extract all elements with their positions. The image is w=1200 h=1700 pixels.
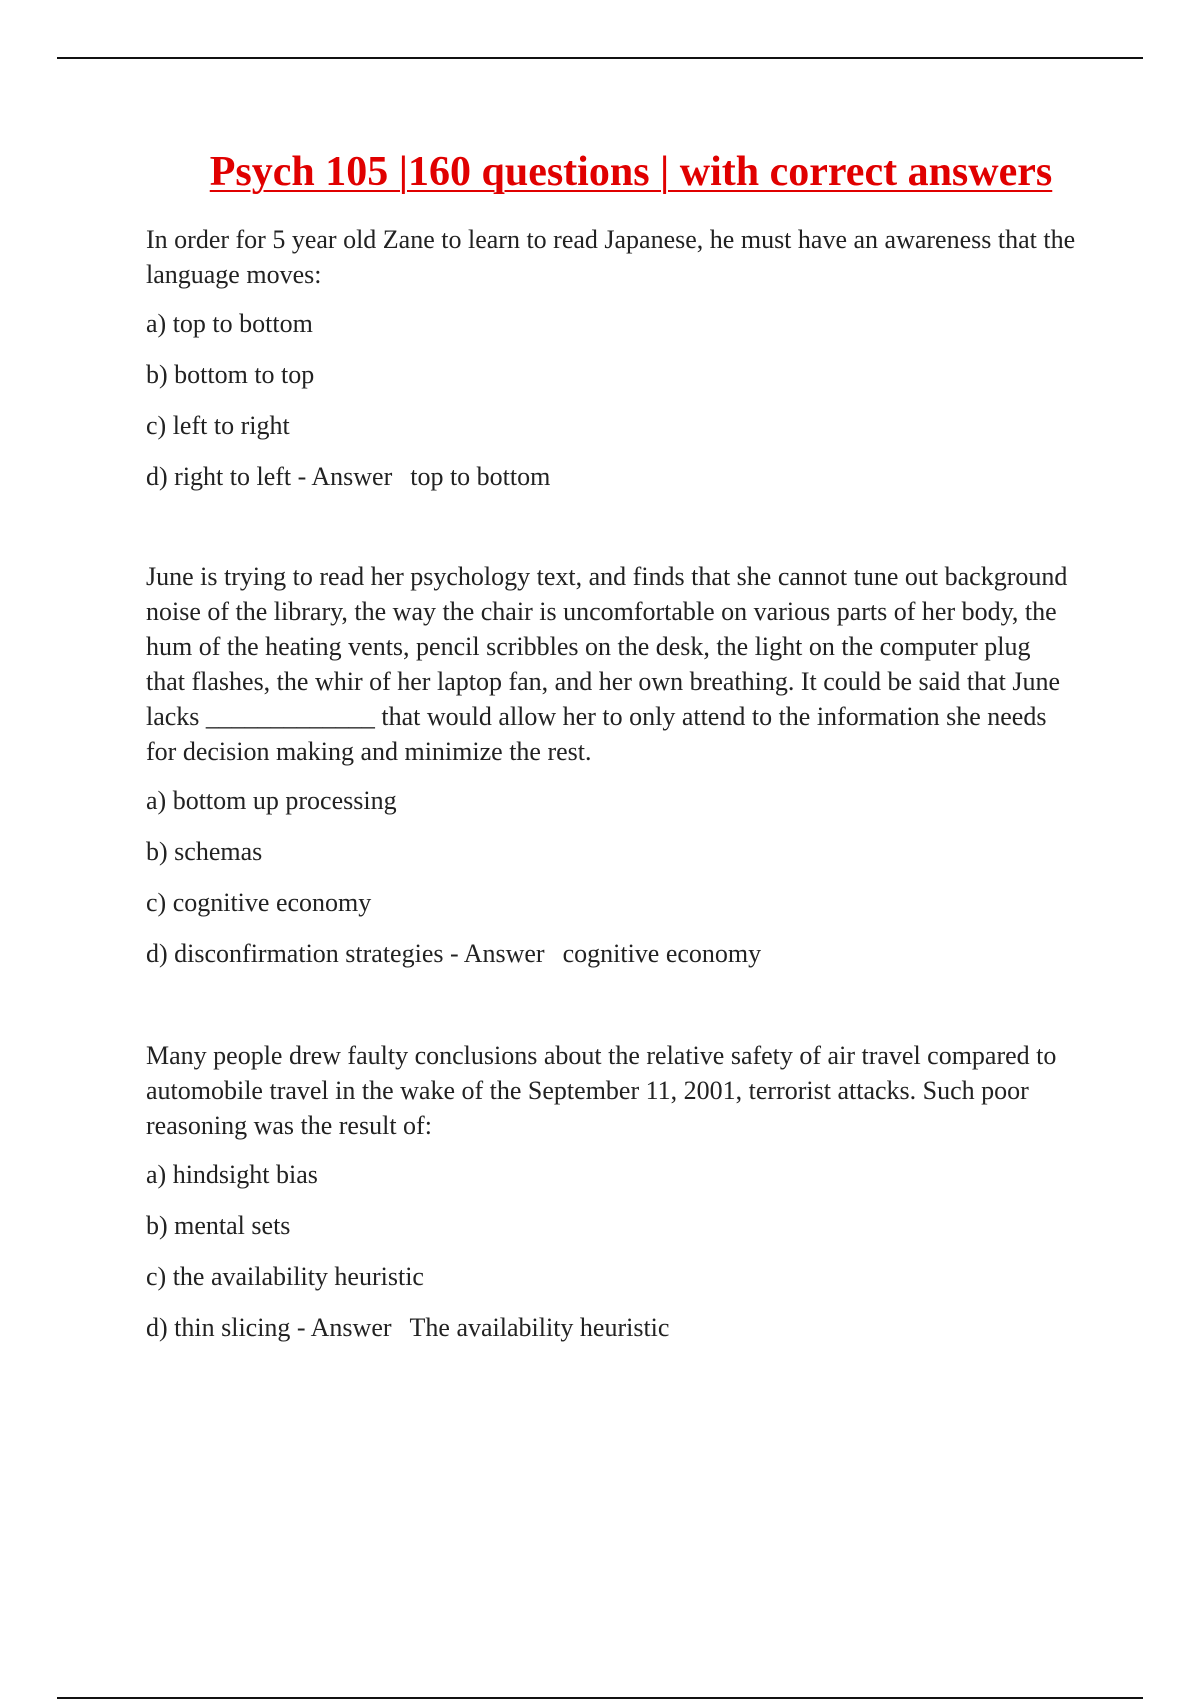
question-text: In order for 5 year old Zane to learn to read Japanese, he must have an awareness that the language moves:: [146, 225, 1076, 289]
question-2: [146, 559, 1076, 971]
question-1: [146, 222, 1076, 494]
option-c: c) left to right: [146, 411, 290, 440]
correct-answer: top to bottom: [410, 462, 551, 491]
option-a: a) hindsight bias: [146, 1160, 318, 1189]
question-spacer: [146, 971, 1076, 1038]
option-b: b) bottom to top: [146, 360, 315, 389]
correct-answer: cognitive economy: [562, 939, 762, 968]
option-a: a) bottom up processing: [146, 786, 397, 815]
top-rule: [57, 57, 1143, 59]
option-d: d) right to left - Answer: [146, 462, 393, 491]
option-d: d) thin slicing - Answer: [146, 1313, 392, 1342]
option-c: c) cognitive economy: [146, 888, 372, 917]
option-b: b) mental sets: [146, 1211, 291, 1240]
option-d-with-answer: [146, 936, 1076, 971]
option-b: b) schemas: [146, 837, 263, 866]
correct-answer: The availability heuristic: [409, 1313, 670, 1342]
option-d: d) disconfirmation strategies - Answer: [146, 939, 545, 968]
question-text: Many people drew faulty conclusions about the relative safety of air travel compared to automobile travel in the wake of the September 11, 2001, terrorist attacks. Such poor reasoning was the result of:: [146, 1041, 1057, 1140]
bottom-rule: [57, 1697, 1143, 1699]
option-a: a) top to bottom: [146, 309, 313, 338]
option-c: c) the availability heuristic: [146, 1262, 424, 1291]
document-title: Psych 105 |160 questions | with correct answers: [209, 149, 1053, 195]
option-d-with-answer: [146, 1310, 1076, 1345]
document-page: [146, 140, 1076, 1345]
question-spacer: [146, 494, 1076, 559]
question-text: June is trying to read her psychology text, and finds that she cannot tune out background noise of the library, the way the chair is uncomfortable on various parts of her body, the hum of the heating vents, pencil scribbles on the desk, the light on the computer plug that flashes, the whir of her laptop fan, and her own breathing. It could be said that June lacks _____________ that would allow her to only attend to the information she needs for decision making and minimize the rest.: [146, 562, 1068, 766]
option-d-with-answer: [146, 459, 1076, 494]
question-3: [146, 1038, 1076, 1345]
